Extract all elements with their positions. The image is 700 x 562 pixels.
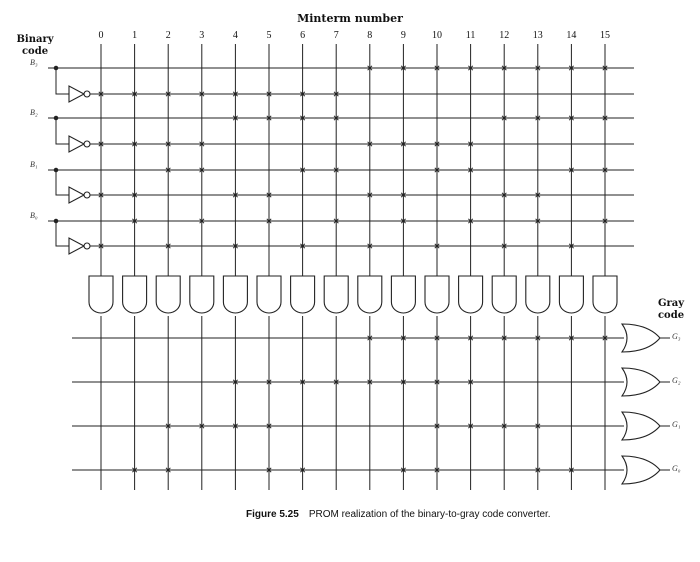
input-label: B₂ [30,108,38,117]
caption-text: PROM realization of the binary-to-gray code converter. [308,509,551,520]
minterm-label: 10 [432,30,442,41]
inverter-bubble [84,192,90,198]
inverter-bubble [84,141,90,147]
minterm-label: 8 [367,30,373,41]
inverter-icon [69,136,84,152]
inverter-feed [56,68,69,94]
output-label: G₀ [672,464,681,473]
minterm-number-title: Minterm number [297,12,403,25]
or-gate-icon [622,456,660,484]
and-gate-icon [123,276,147,313]
inverter-icon [69,238,84,254]
minterm-label: 7 [333,30,339,41]
minterm-label: 9 [400,30,406,41]
output-label: G₁ [672,420,681,429]
inverter-bubble [84,91,90,97]
gray-heading-line1: Gray [657,298,685,309]
and-gate-icon [324,276,348,313]
and-gate-icon [257,276,281,313]
minterm-label: 14 [566,30,577,41]
inverter-feed [56,118,69,144]
output-label: G₂ [672,376,681,385]
and-gate-icon [459,276,483,313]
inverter-icon [69,187,84,203]
and-gate-icon [223,276,247,313]
and-gate-icon [559,276,583,313]
input-label: B₀ [30,211,38,220]
and-gate-icon [190,276,214,313]
caption-label: Figure 5.25 [246,509,299,520]
inverter-bubble [84,243,90,249]
and-gate-icon [156,276,180,313]
minterm-label: 6 [300,30,306,41]
or-gate-icon [622,324,660,352]
binary-heading-line2: code [21,46,49,57]
or-gate-icon [622,412,660,440]
gray-heading-line2: code [657,310,685,321]
and-gate-icon [425,276,449,313]
and-gate-icon [492,276,516,313]
figure-caption [246,509,551,520]
and-gate-icon [593,276,617,313]
and-gate-icon [89,276,113,313]
minterm-label: 0 [98,30,104,41]
minterm-label: 4 [232,30,238,41]
minterm-label: 11 [465,30,476,41]
and-gate-icon [391,276,415,313]
and-gate-icon [291,276,315,313]
or-gate-icon [622,368,660,396]
and-gate-icon [526,276,550,313]
and-gate-icon [358,276,382,313]
input-label: B₃ [30,58,38,67]
minterm-label: 15 [600,30,610,41]
minterm-label: 1 [132,30,138,41]
binary-heading-line1: Binary [16,34,54,45]
minterm-label: 2 [165,30,171,41]
minterm-label: 5 [266,30,272,41]
minterm-label: 3 [199,30,205,41]
minterm-label: 12 [499,30,510,41]
inverter-feed [56,221,69,246]
input-label: B₁ [30,160,38,169]
inverter-feed [56,170,69,195]
minterm-label: 13 [532,30,543,41]
inverter-icon [69,86,84,102]
output-label: G₃ [672,332,681,341]
